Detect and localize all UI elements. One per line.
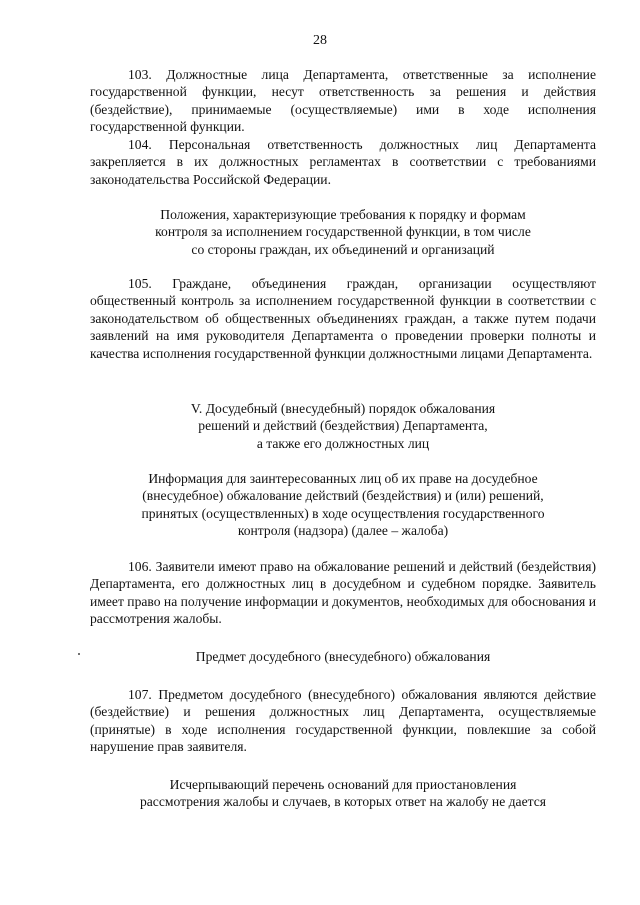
paragraph-103: 103. Должностные лица Департамента, ответственные за исполнение государственной функции, несут ответственность за решения и действия (бездействие), принимаемые (осуществляемые) ими в ходе исполнения государственной функции. xyxy=(90,67,596,135)
heading-line: V. Досудебный (внесудебный) порядок обжалования xyxy=(190,401,496,416)
heading-line: Предмет досудебного (внесудебного) обжалования xyxy=(195,649,491,664)
heading-subject xyxy=(90,648,596,665)
heading-line: рассмотрения жалобы и случаев, в которых ответ на жалобу не дается xyxy=(139,794,547,810)
heading-grounds xyxy=(90,776,596,811)
heading-line: (внесудебное) обжалование действий (бездействия) и (или) решений, xyxy=(142,488,544,504)
heading-line: со стороны граждан, их объединений и организаций xyxy=(191,241,495,257)
page-number: 28 xyxy=(313,33,327,48)
heading-line: Исчерпывающий перечень оснований для приостановления xyxy=(169,777,517,792)
heading-line: а также его должностных лиц xyxy=(256,435,430,451)
paragraph-107-block xyxy=(90,686,596,756)
paragraph-106: 106. Заявители имеют право на обжалование решений и действий (бездействия) Департамента, его должностных лиц в досудебном и судебном порядке. Заявитель имеет право на получение информации и документов, необходимых для обоснования и рассмотрения жалобы. xyxy=(90,559,596,627)
paragraph-103-block xyxy=(90,66,596,136)
heading-complaint-info xyxy=(90,470,596,540)
section-5-heading xyxy=(90,400,596,452)
heading-line: контроля (надзора) (далее – жалоба) xyxy=(237,523,449,539)
heading-line: Положения, характеризующие требования к порядку и формам xyxy=(160,207,526,222)
paragraph-104: 104. Персональная ответственность должностных лиц Департамента закрепляется в их должностных регламентах в соответствии с требованиями законодательства Российской Федерации. xyxy=(90,137,596,187)
heading-line: контроля за исполнением государственной функции, в том числе xyxy=(155,224,531,240)
paragraph-106-block xyxy=(90,558,596,628)
paragraph-105-block xyxy=(90,275,596,362)
heading-line: Информация для заинтересованных лиц об их праве на досудебное xyxy=(148,471,538,486)
heading-line: принятых (осуществленных) в ходе осуществления государственного xyxy=(141,505,545,521)
paragraph-104-block xyxy=(90,136,596,188)
scan-speck xyxy=(78,653,80,655)
paragraph-105: 105. Граждане, объединения граждан, организации осуществляют общественный контроль за исполнением государственной функции в соответствии с законодательством об общественных объединениях граждан, а также путем подачи заявлений на имя руководителя Департамента о проведении проверки полноты и качества исполнения государственной функции должностными лицами Департамента. xyxy=(90,276,596,361)
heading-line: решений и действий (бездействия) Департамента, xyxy=(198,418,488,434)
paragraph-107: 107. Предметом досудебного (внесудебного) обжалования являются действие (бездействие) и решения должностных лиц Департамента, осуществляемые (принятые) в ходе исполнения государственной функции, повлекшие за собой нарушение прав заявителя. xyxy=(90,687,596,755)
heading-control-requirements xyxy=(90,206,596,258)
